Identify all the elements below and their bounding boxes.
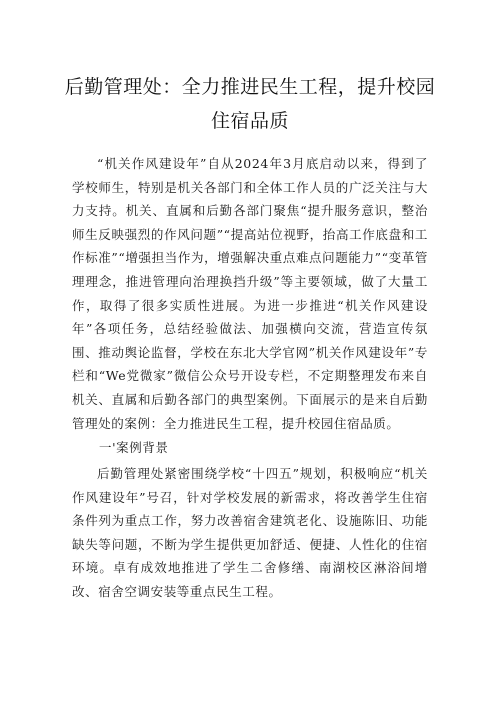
section-heading-case-background: 一'案例背景 bbox=[99, 440, 169, 455]
document-title: 后勤管理处：全力推进民生工程，提升校园住宿品质 bbox=[64, 76, 436, 132]
intro-paragraph: “机关作风建设年”自从2024年3月底启动以来，得到了学校师生，特别是机关各部门和全体工作人员的广泛关注与大力支持。机关、直属和后勤各部门聚焦“提升服务意识，整治师生反映强烈的作风问题”“提高站位视野，抬高工作底盘和工作标准”“增强担当作为，增强解决重点难点问题能力”“变革管理理念，推进管理向治理换挡升级”等主要领域，做了大量工作，取得了很多实质性进展。为进一步推进“机关作风建设年”各项任务，总结经验做法、加强横向交流，营造宣传氛围、推动舆论监督，学校在东北大学官网”机关作风建设年”专栏和“We党微家”微信公众号开设专栏，不定期整理发布来自机关、直属和后勤各部门的典型案例。下面展示的是来自后勤管理处的案例：全力推进民生工程，提升校园住宿品质。 bbox=[72, 156, 428, 431]
background-paragraph: 后勤管理处紧密围绕学校“十四五”规划，积极响应“机关作风建设年”号召，针对学校发展的新需求，将改善学生住宿条件列为重点工作，努力改善宿舍建筑老化、设施陈旧、功能缺失等问题，不断为学生提供更加舒适、便捷、人性化的住宿环境。卓有成效地推进了学生二舍修缮、南湖校区淋浴间增改、宿舍空调安装等重点民生工程。 bbox=[72, 466, 428, 599]
